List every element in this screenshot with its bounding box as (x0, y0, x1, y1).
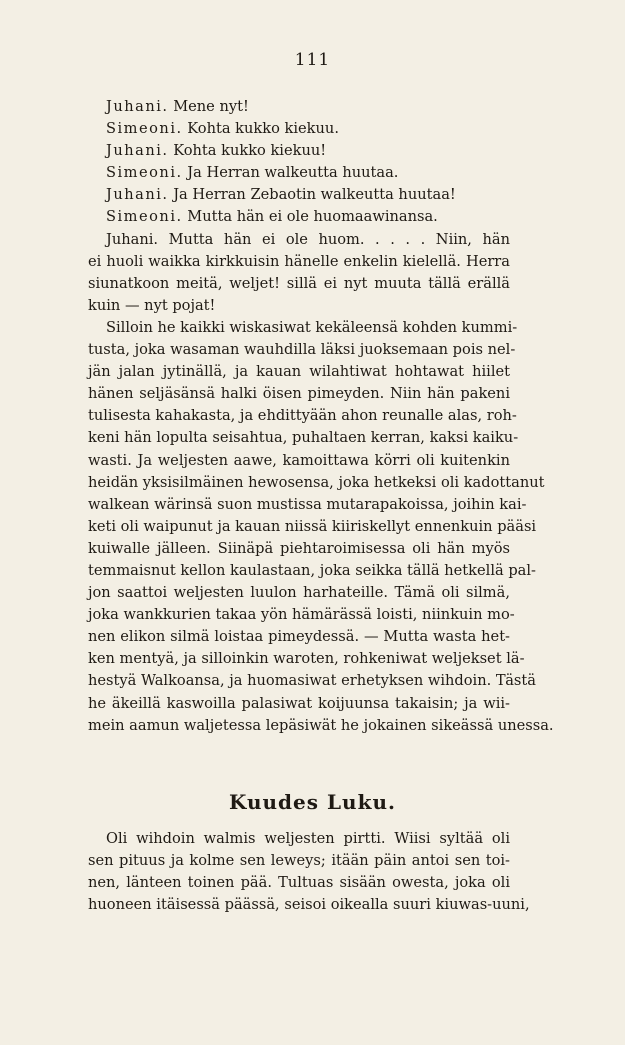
text-line: tulisesta kahakasta, ja ehdittyään ahon reunalle alas, roh- (88, 407, 517, 425)
dialogue-text: Mene nyt! (173, 98, 249, 115)
text-line: wasti. Ja weljesten aawe, kamoittawa körri oli kuitenkin (88, 451, 510, 469)
speaker-name: Juhani. (106, 98, 169, 115)
text-line: temmaisnut kellon kaulastaan, joka seikka tällä hetkellä pal- (88, 561, 536, 579)
dialogue-line (88, 118, 510, 140)
dialogue-text: Ja Herran Zebaotin walkeutta huutaa! (173, 186, 456, 204)
text-line: kuiwalle jälleen. Siinäpä piehtaroimisessa oli hän myös (88, 539, 510, 557)
dialogue-line (88, 206, 510, 228)
text-line: mein aamun waljetessa lepäsiwät he jokainen sikeässä unessa. (88, 716, 554, 734)
page-number: 111 (294, 50, 331, 70)
text-line: kuin — nyt pojat! (88, 296, 216, 314)
text-line: jon saattoi weljesten luulon harhateille. Tämä oli silmä, (88, 584, 510, 602)
text-line: ei huoli waikka kirkkuisin hänelle enkelin kielellä. Herra (88, 252, 510, 270)
dialogue-line (88, 140, 510, 162)
text-line: nen elikon silmä loistaa pimeydessä. — Mutta wasta het- (88, 628, 510, 646)
text-line: ken mentyä, ja silloinkin waroten, rohkeniwat weljekset lä- (88, 650, 525, 668)
dialogue-text: Mutta hän ei ole huomaawinansa. (187, 208, 438, 226)
text-line: walkean wärinsä suon mustissa mutarapakoissa, joihin kai- (88, 495, 527, 513)
text-line: Oli wihdoin walmis weljesten pirtti. Wiisi syltää oli (106, 830, 510, 847)
dialogue-line (88, 96, 510, 118)
dialogue-line (88, 162, 510, 184)
speaker-name: Simeoni. (106, 120, 183, 138)
dialogue-text: Kohta kukko kiekuu! (173, 142, 327, 160)
speaker-name: Simeoni. (106, 164, 183, 182)
text-line: Juhani. Mutta hän ei ole huom. . . . . Niin, hän (106, 230, 510, 248)
text-line: hestyä Walkoansa, ja huomasiwat erhetyksen wihdoin. Tästä (88, 672, 536, 690)
speaker-name: Simeoni. (106, 208, 183, 226)
text-line: sen pituus ja kolme sen leweys; itään päin antoi sen toi- (88, 852, 510, 870)
text-line: siunatkoon meitä, weljet! sillä ei nyt muuta tällä erällä (88, 274, 510, 292)
text-line: nen, länteen toinen pää. Tultuas sisään owesta, joka oli (88, 874, 510, 892)
text-line: tusta, joka wasaman wauhdilla läksi juoksemaan pois nel- (88, 341, 516, 359)
text-line: he äkeillä kaswoilla palasiwat koijuunsa takaisin; ja wii- (88, 694, 510, 712)
text-line: hänen seljäsänsä halki öisen pimeyden. Niin hän pakeni (88, 385, 510, 403)
dialogue-line (88, 184, 510, 206)
main-text (88, 96, 554, 737)
text-line: joka wankkurien takaa yön hämärässä loisti, niinkuin mo- (88, 606, 515, 624)
chapter-heading: Kuudes Luku. (229, 790, 396, 814)
chapter-text (88, 828, 530, 916)
text-line: Silloin he kaikki wiskasiwat kekäleensä kohden kummi- (106, 318, 518, 336)
text-line: jän jalan jytinällä, ja kauan wilahtiwat hohtawat hiilet (88, 363, 510, 381)
speaker-name: Juhani. (106, 142, 169, 160)
text-line: keti oli waipunut ja kauan niissä kiiriskellyt ennenkuin pääsi (88, 517, 537, 535)
speaker-name: Juhani. (106, 186, 169, 204)
dialogue-text: Kohta kukko kiekuu. (187, 120, 339, 138)
dialogue-text: Ja Herran walkeutta huutaa. (187, 164, 399, 182)
text-line: heidän yksisilmäinen hewosensa, joka hetkeksi oli kadottanut (88, 473, 545, 491)
text-line: keni hän lopulta seisahtua, puhaltaen kerran, kaksi kaiku- (88, 429, 519, 447)
text-line: huoneen itäisessä päässä, seisoi oikealla suuri kiuwas-uuni, (88, 896, 530, 914)
